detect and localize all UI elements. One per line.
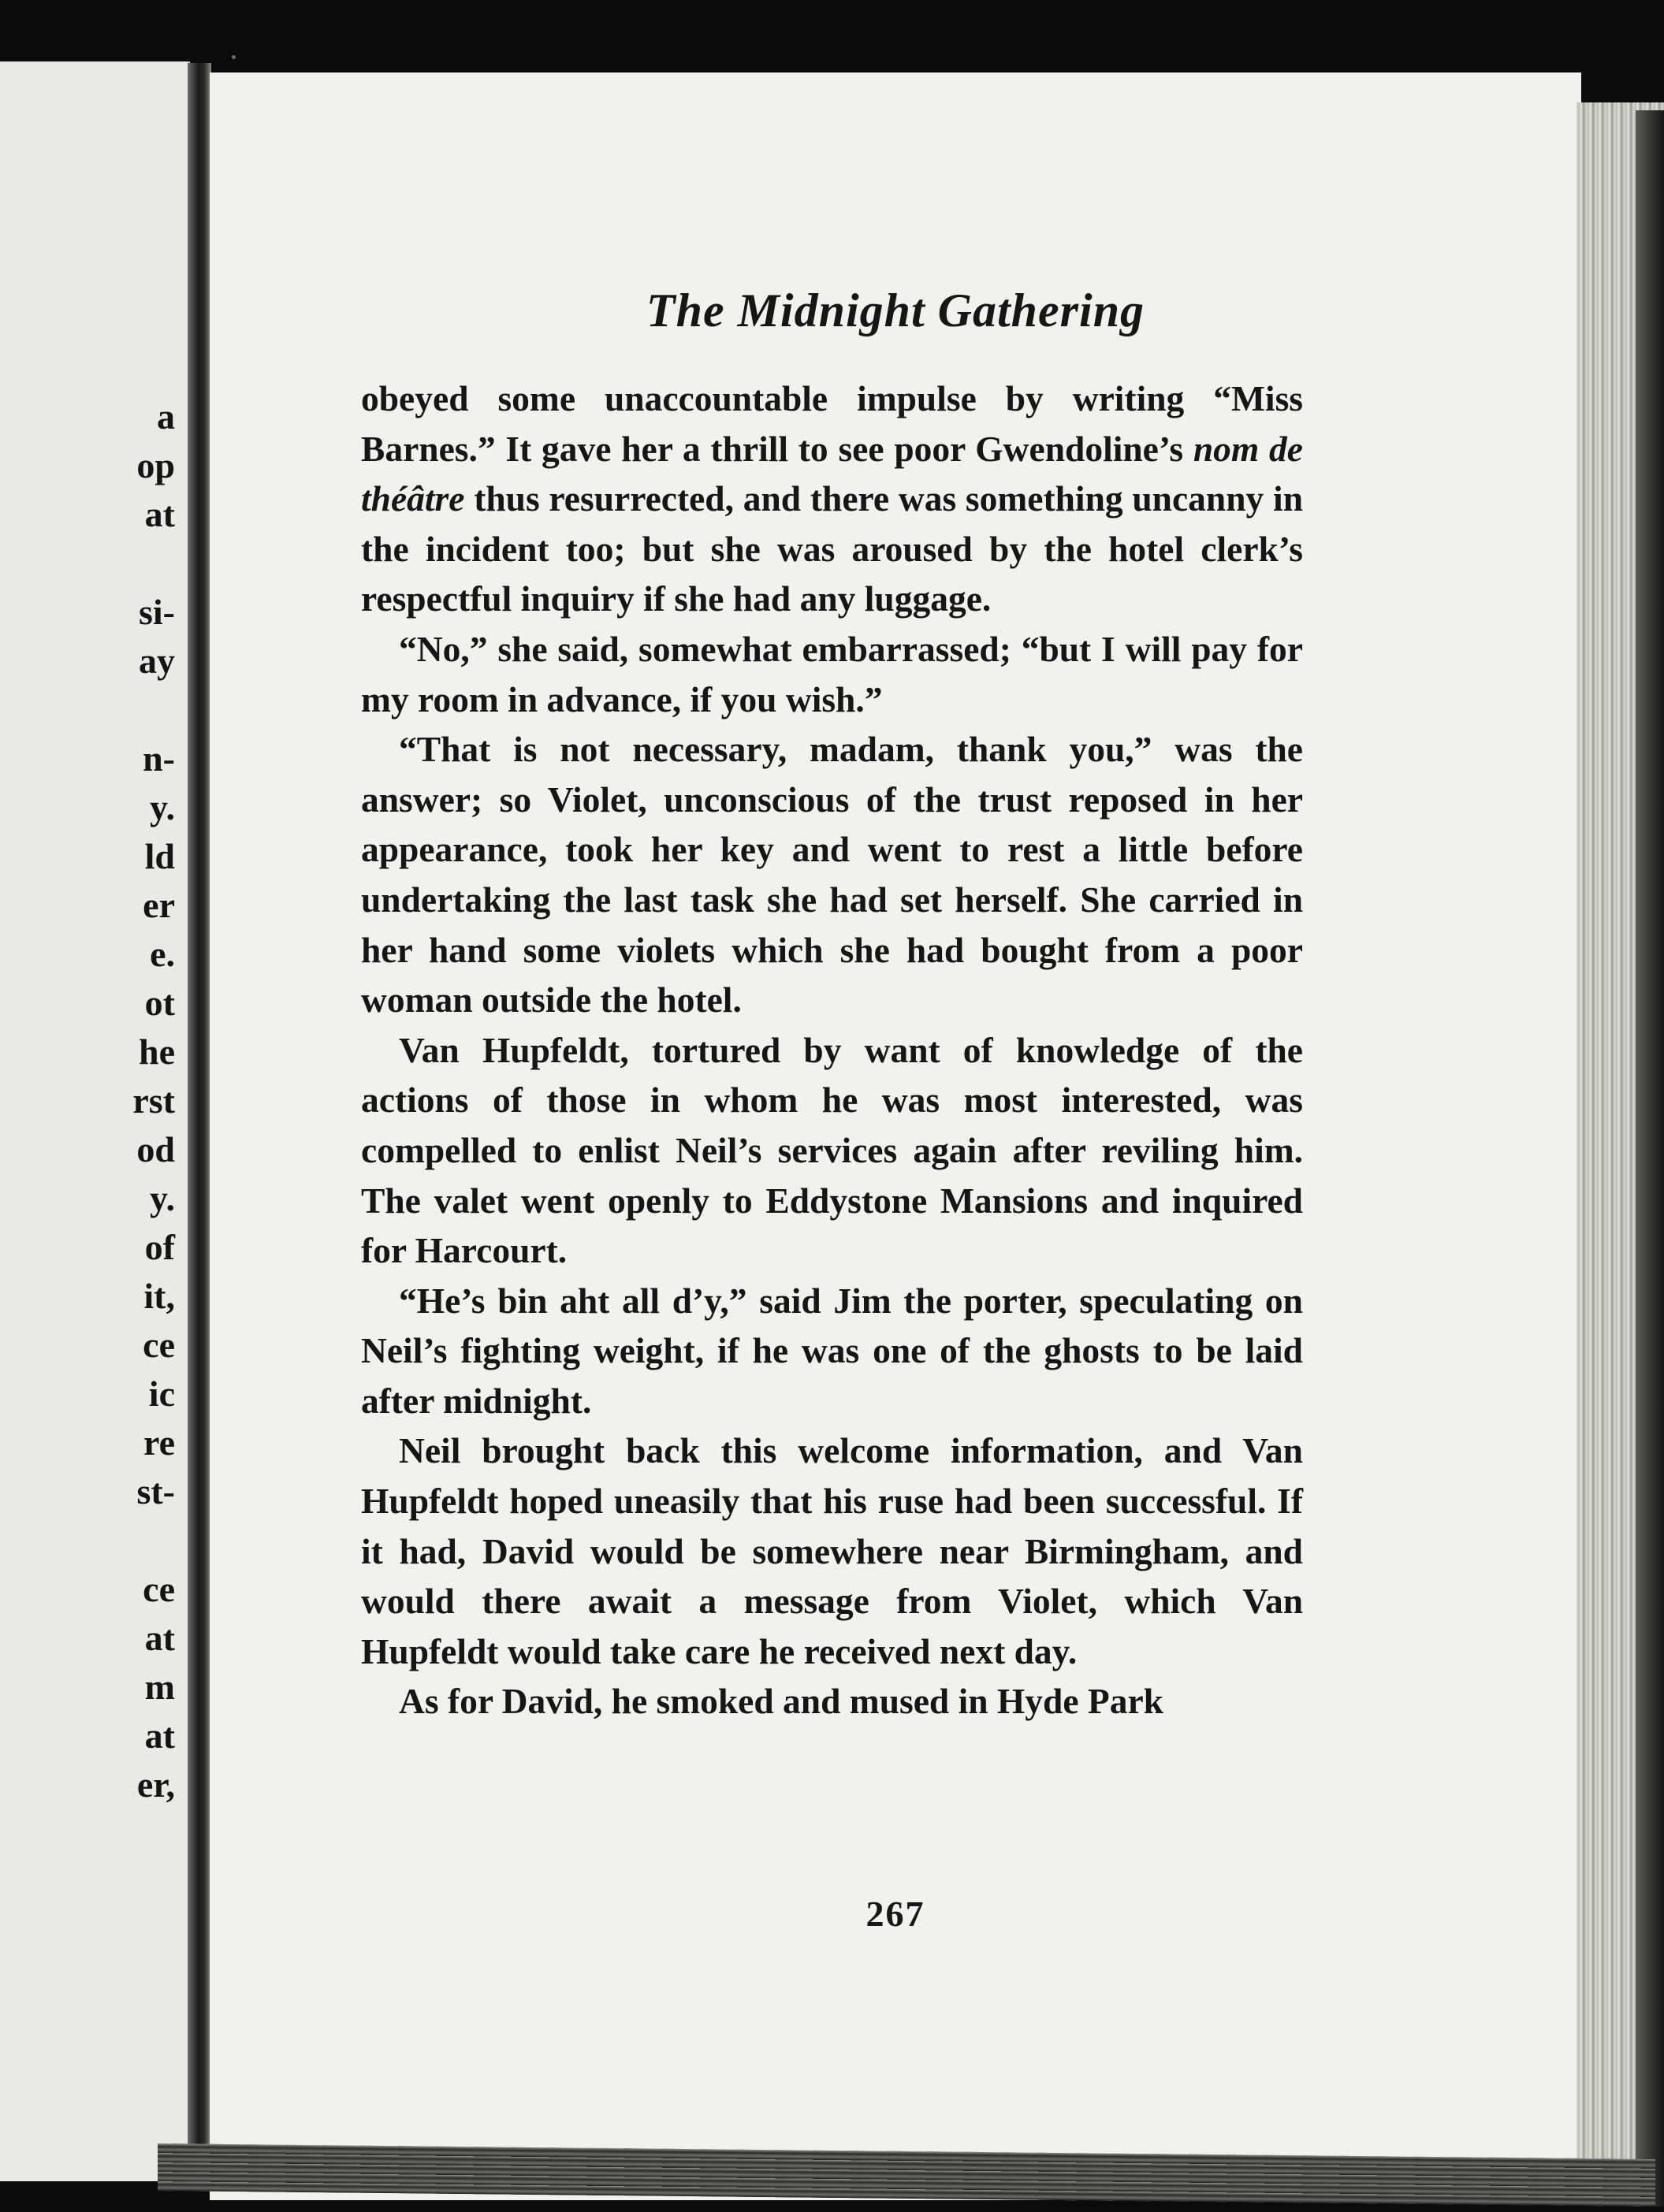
text-run: “No,” she said, somewhat embarrassed; “but I will pay for my room in advance, if you wish.” bbox=[361, 628, 1303, 719]
previous-page-fragment: ce bbox=[143, 1325, 175, 1365]
previous-page-fragment: y. bbox=[150, 1178, 175, 1218]
paragraph bbox=[361, 624, 1303, 724]
previous-page-fragment: e. bbox=[150, 934, 175, 974]
previous-page-fragment: ot bbox=[144, 983, 175, 1023]
previous-page-fragment: at bbox=[144, 1618, 175, 1658]
text-run: Van Hupfeldt, tortured by want of knowledge of the actions of those in whom he was most interested, was compelled to enlist Neil’s services again after reviling him. The valet went openly to Eddystone Mansions and inquired for Harcourt. bbox=[361, 1029, 1303, 1271]
previous-page-fragment: re bbox=[143, 1422, 175, 1463]
book-gutter bbox=[188, 63, 211, 2191]
previous-page-fragment: op bbox=[136, 445, 175, 485]
book-cover-edge bbox=[1636, 110, 1664, 2206]
previous-page-fragment: ic bbox=[148, 1374, 175, 1414]
body-text bbox=[361, 374, 1303, 1727]
dust-speck bbox=[232, 55, 236, 59]
previous-page-fragment: er, bbox=[136, 1764, 175, 1805]
paragraph bbox=[361, 724, 1303, 1025]
paragraph bbox=[361, 1276, 1303, 1426]
previous-page-fragment: m bbox=[144, 1667, 175, 1707]
previous-page-fragment: at bbox=[144, 1716, 175, 1756]
previous-page-fragment: ay bbox=[139, 641, 175, 681]
paragraph bbox=[361, 374, 1303, 624]
previous-page-fragment: si- bbox=[139, 592, 175, 632]
previous-page-fragment: a bbox=[157, 396, 175, 437]
previous-page-fragment: ld bbox=[144, 836, 175, 876]
paragraph bbox=[361, 1025, 1303, 1276]
text-run: obeyed some unaccountable impulse by writing “Miss Barnes.” It gave her a thrill to see poor Gwendoline’s bbox=[361, 378, 1303, 469]
previous-page-fragment bbox=[132, 1516, 175, 1565]
italic-phrase: nom de théâtre bbox=[361, 428, 1303, 519]
previous-page-fragment: er bbox=[143, 885, 175, 925]
paragraph bbox=[361, 1676, 1303, 1727]
previous-page-fragment bbox=[132, 539, 175, 588]
paragraph bbox=[361, 1426, 1303, 1676]
text-run: “That is not necessary, madam, thank you,” was the answer; so Violet, unconscious of the trust reposed in her appearance, took her key and went to rest a little before undertaking the last task she had set herself. She carried in her hand some violets which she had bought from a poor woman outside the hotel. bbox=[361, 729, 1303, 1020]
running-head: The Midnight Gathering bbox=[646, 284, 1145, 336]
previous-page-fragment: he bbox=[139, 1032, 175, 1072]
previous-page bbox=[0, 61, 190, 2181]
text-run: thus resurrected, and there was something uncanny in the incident too; but she was aroused by the hotel clerk’s respectful inquiry if she had any luggage. bbox=[361, 478, 1303, 619]
previous-page-fragment: rst bbox=[132, 1080, 175, 1121]
text-run: Neil brought back this welcome information, and Van Hupfeldt hoped uneasily that his ruse had been successful. If it had, David would be somewhere near Birmingham, and would there await a message from Violet, which Van Hupfeldt would take care he received next day. bbox=[361, 1430, 1303, 1671]
previous-page-fragment: y. bbox=[150, 787, 175, 827]
previous-page-fragment bbox=[132, 686, 175, 734]
previous-page-fragment: st- bbox=[136, 1471, 175, 1511]
previous-page-fragment: of bbox=[144, 1227, 175, 1267]
previous-page-text-fragments bbox=[132, 392, 175, 1809]
previous-page-fragment: ce bbox=[143, 1569, 175, 1609]
text-run: As for David, he smoked and mused in Hyde Park bbox=[399, 1681, 1163, 1722]
book-page bbox=[210, 72, 1581, 2200]
page-number: 267 bbox=[866, 1894, 925, 1934]
text-run: “He’s bin aht all d’y,” said Jim the porter, speculating on Neil’s fighting weight, if he was one of the ghosts to be laid after midnight. bbox=[361, 1280, 1303, 1421]
previous-page-fragment: n- bbox=[143, 738, 175, 779]
previous-page-fragment: od bbox=[136, 1129, 175, 1169]
previous-page-fragment: at bbox=[144, 494, 175, 534]
previous-page-fragment: it, bbox=[143, 1276, 175, 1316]
